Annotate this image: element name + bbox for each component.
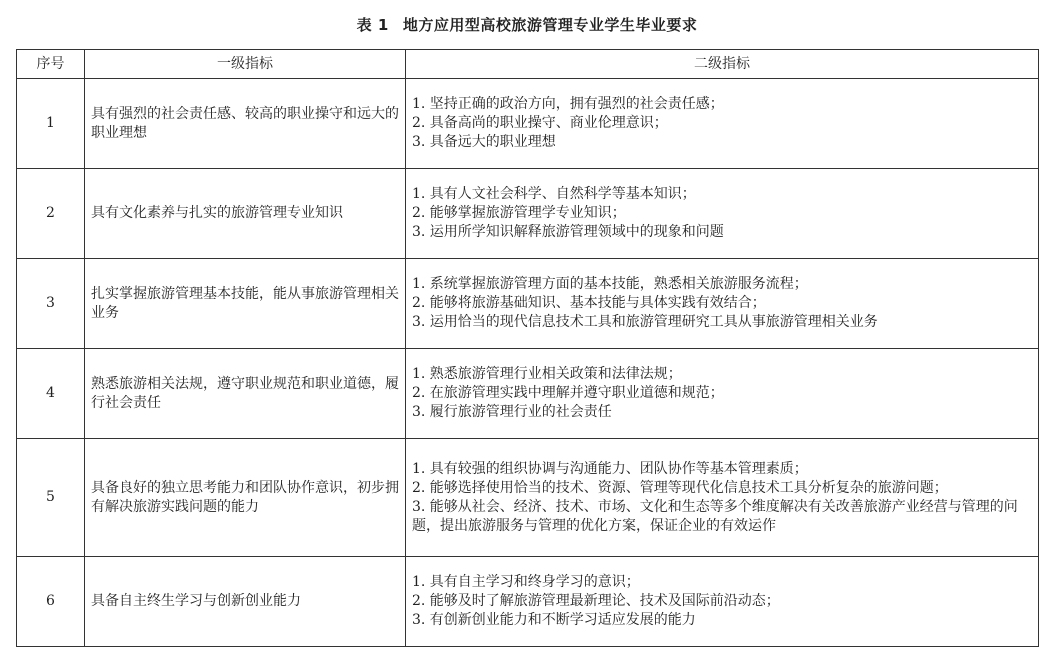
graduation-requirements-table xyxy=(16,49,1039,647)
row-index: 6 xyxy=(17,557,85,647)
level2-item: 2. 具备高尚的职业操守、商业伦理意识； xyxy=(412,115,668,131)
level2-item: 3. 具备远大的职业理想 xyxy=(412,134,556,150)
level2-indicators xyxy=(406,557,1039,647)
level2-item: 1. 具有自主学习和终身学习的意识； xyxy=(412,574,640,590)
table-caption xyxy=(0,14,1054,35)
table-row xyxy=(17,439,1039,557)
row-index: 1 xyxy=(17,79,85,169)
table-row xyxy=(17,169,1039,259)
header-row xyxy=(17,50,1039,79)
header-index: 序号 xyxy=(17,50,85,79)
level1-indicator: 具备良好的独立思考能力和团队协作意识，初步拥有解决旅游实践问题的能力 xyxy=(85,439,406,557)
level2-indicators xyxy=(406,169,1039,259)
table-row xyxy=(17,557,1039,647)
level2-item: 2. 能够将旅游基础知识、基本技能与具体实践有效结合； xyxy=(412,295,766,311)
level2-indicators xyxy=(406,79,1039,169)
row-index: 3 xyxy=(17,259,85,349)
level2-item: 3. 运用恰当的现代信息技术工具和旅游管理研究工具从事旅游管理相关业务 xyxy=(412,314,878,330)
level2-item: 1. 熟悉旅游管理行业相关政策和法律法规； xyxy=(412,366,682,382)
level1-indicator: 具备自主终生学习与创新创业能力 xyxy=(85,557,406,647)
table-row xyxy=(17,259,1039,349)
level2-item: 2. 能够掌握旅游管理学专业知识； xyxy=(412,205,626,221)
level2-indicators xyxy=(406,439,1039,557)
table-number: 表 1 xyxy=(356,16,389,34)
level2-item: 1. 具有较强的组织协调与沟通能力、团队协作等基本管理素质； xyxy=(412,460,808,477)
level2-item: 2. 在旅游管理实践中理解并遵守职业道德和规范； xyxy=(412,385,724,401)
level2-item: 2. 能够及时了解旅游管理最新理论、技术及国际前沿动态； xyxy=(412,593,780,609)
table-row xyxy=(17,79,1039,169)
header-level2: 二级指标 xyxy=(406,50,1039,79)
level1-indicator: 具有文化素养与扎实的旅游管理专业知识 xyxy=(85,169,406,259)
level2-indicators xyxy=(406,259,1039,349)
header-level1: 一级指标 xyxy=(85,50,406,79)
row-index: 4 xyxy=(17,349,85,439)
level2-item: 2. 能够选择使用恰当的技术、资源、管理等现代化信息技术工具分析复杂的旅游问题； xyxy=(412,479,948,496)
level2-item: 3. 履行旅游管理行业的社会责任 xyxy=(412,404,612,420)
level2-item: 1. 系统掌握旅游管理方面的基本技能，熟悉相关旅游服务流程； xyxy=(412,276,808,292)
row-index: 2 xyxy=(17,169,85,259)
table-title: 地方应用型高校旅游管理专业学生毕业要求 xyxy=(402,16,698,34)
level2-item: 3. 能够从社会、经济、技术、市场、文化和生态等多个维度解决有关改善旅游产业经营与管理的问题，提出旅游服务与管理的优化方案，保证企业的有效运作 xyxy=(412,498,1018,534)
table-row xyxy=(17,349,1039,439)
level2-item: 1. 具有人文社会科学、自然科学等基本知识； xyxy=(412,186,696,202)
level2-indicators xyxy=(406,349,1039,439)
level1-indicator: 扎实掌握旅游管理基本技能，能从事旅游管理相关业务 xyxy=(85,259,406,349)
row-index: 5 xyxy=(17,439,85,557)
level1-indicator: 具有强烈的社会责任感、较高的职业操守和远大的职业理想 xyxy=(85,79,406,169)
level2-item: 3. 运用所学知识解释旅游管理领域中的现象和问题 xyxy=(412,224,724,240)
level2-item: 1. 坚持正确的政治方向，拥有强烈的社会责任感； xyxy=(412,96,724,112)
level2-item: 3. 有创新创业能力和不断学习适应发展的能力 xyxy=(412,612,696,628)
level1-indicator: 熟悉旅游相关法规，遵守职业规范和职业道德，履行社会责任 xyxy=(85,349,406,439)
